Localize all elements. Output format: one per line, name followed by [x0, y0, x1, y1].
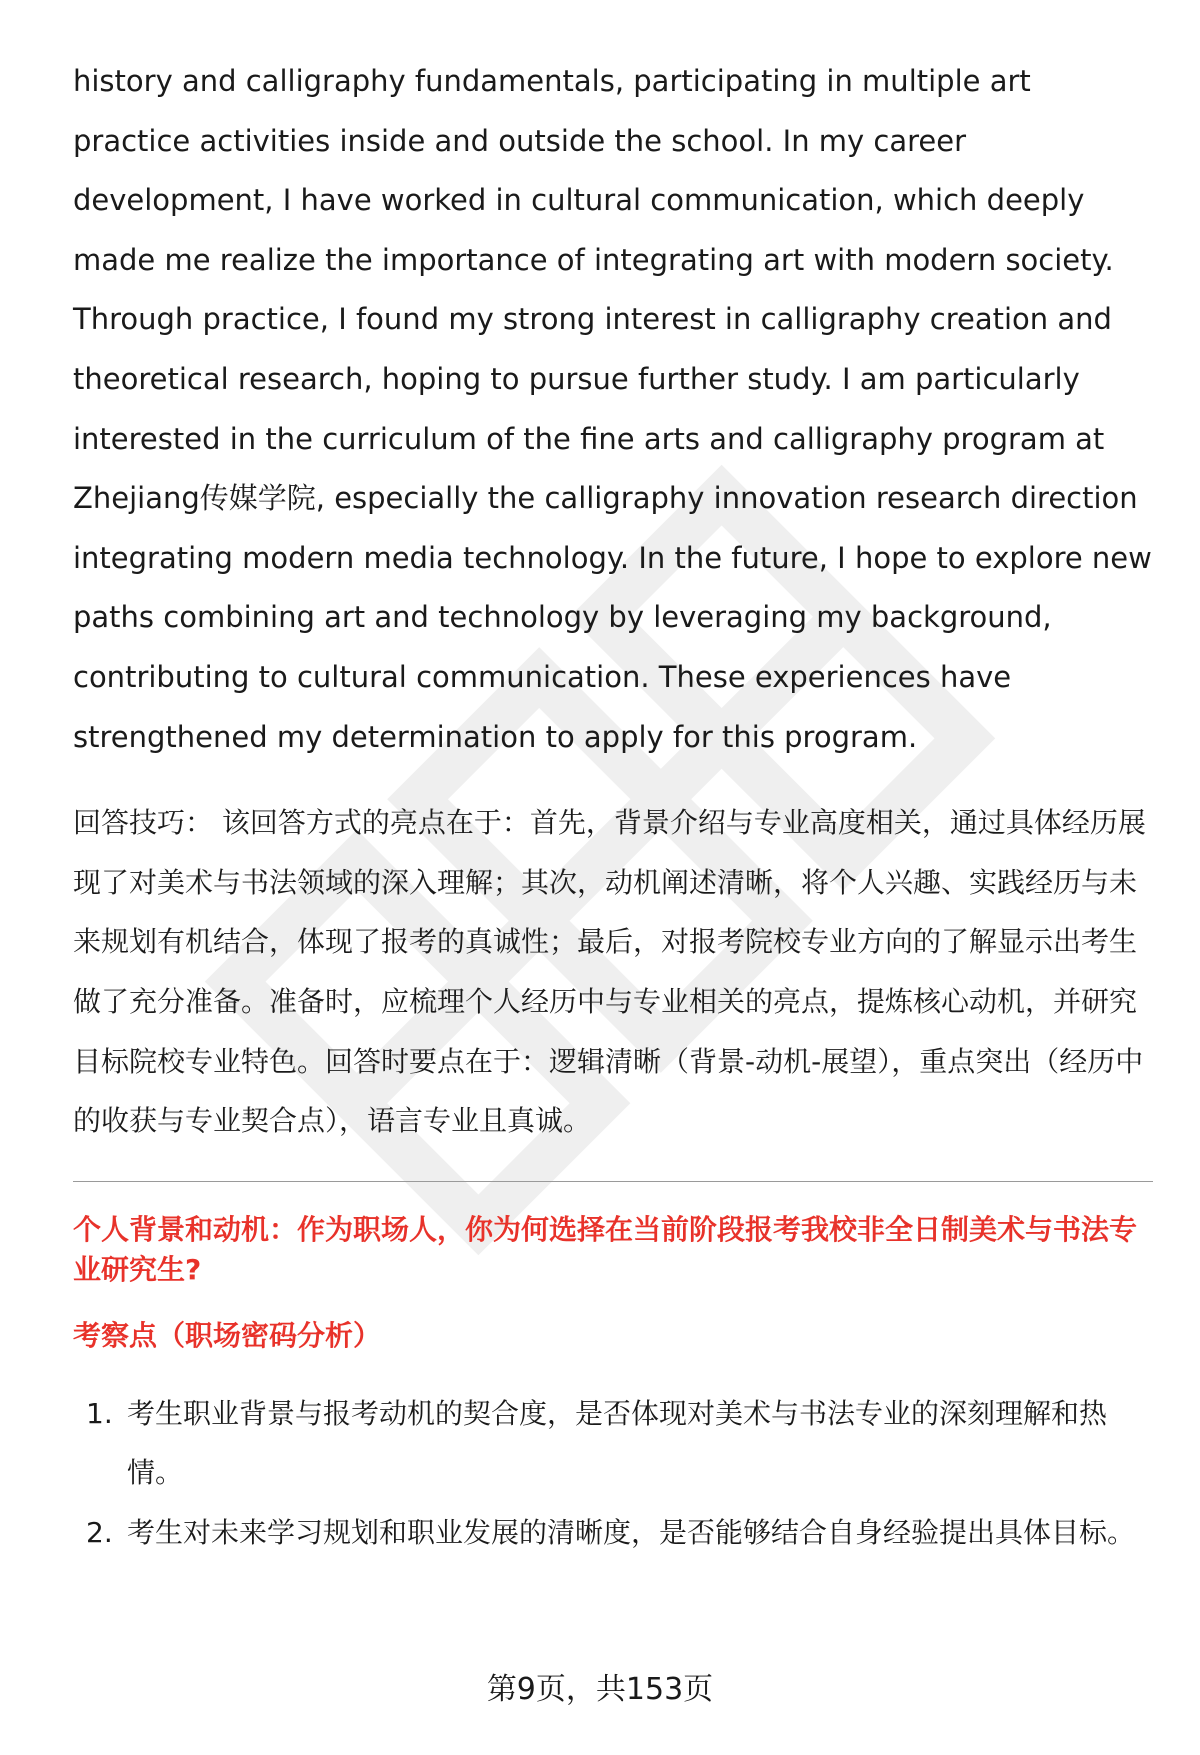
tip-text: 该回答方式的亮点在于：首先，背景介绍与专业高度相关，通过具体经历展现了对美术与书法领域的深入理解；其次，动机阐述清晰，将个人兴趣、实践经历与未来规划有机结合，体现了报考的真诚性；最后，对报考院校专业方向的了解显示出考生做了充分准备。准备时，应梳理个人经历中与专业相关的亮点，提炼核心动机，并研究目标院校专业特色。回答时要点在于：逻辑清晰（背景-动机-展望），重点突出（经历中的收获与专业契合点），语言专业且真诚。 — [73, 806, 1146, 1138]
list-item-text: 考生对未来学习规划和职业发展的清晰度，是否能够结合自身经验提出具体目标。 — [127, 1515, 1136, 1549]
assessment-list — [73, 1384, 1153, 1563]
question-heading: 个人背景和动机：作为职场人，你为何选择在当前阶段报考我校非全日制美术与书法专业研究生? — [73, 1212, 1138, 1286]
page-content — [73, 52, 1153, 1562]
list-item — [73, 1503, 1153, 1563]
assessment-heading: 考察点（职场密码分析） — [73, 1318, 382, 1352]
list-item-number: 2. — [86, 1515, 113, 1549]
list-item-number: 1. — [86, 1396, 113, 1430]
list-item-text: 考生职业背景与报考动机的契合度，是否体现对美术与书法专业的深刻理解和热情。 — [127, 1396, 1108, 1490]
section-divider — [73, 1181, 1153, 1182]
answer-tip-paragraph — [73, 793, 1153, 1151]
tip-label: 回答技巧： — [73, 806, 214, 840]
list-item — [73, 1384, 1153, 1503]
body-paragraph: history and calligraphy fundamentals, participating in multiple art practice activities inside and outside the school. In my career development, I have worked in cultural communication, which deeply made me realize the importance of integrating art with modern society. Through practice, I found my strong interest in calligraphy creation and theoretical research, hoping to pursue further study. I am particularly interested in the curriculum of the fine arts and calligraphy program at Zhejiang传媒学院, especially the calligraphy innovation research direction integrating modern media technology. In the future, I hope to explore new paths combining art and technology by leveraging my background, contributing to cultural communication. These experiences have strengthened my determination to apply for this program. — [73, 64, 1152, 754]
tip-spacer — [213, 806, 222, 839]
page-number-footer: 第9页，共153页 — [486, 1672, 714, 1707]
